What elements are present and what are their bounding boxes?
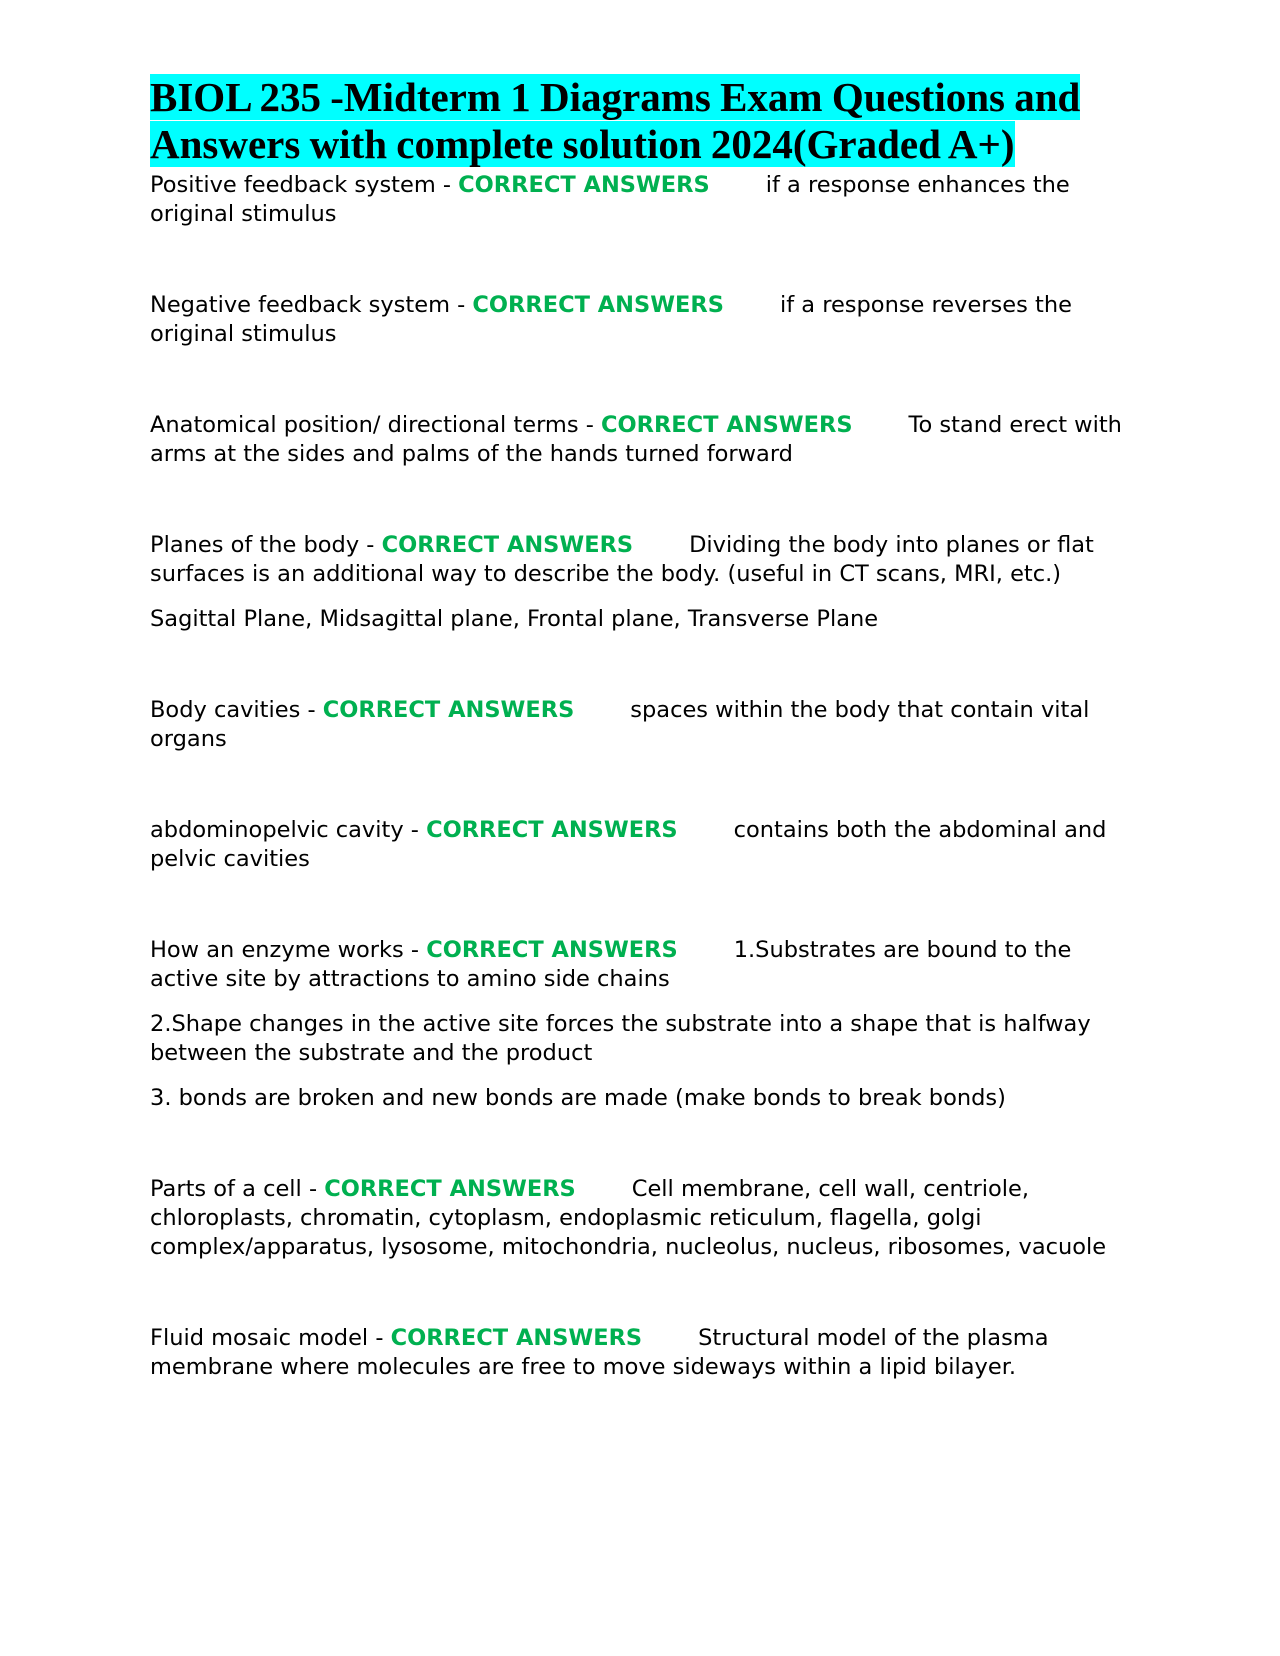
qa-entry <box>150 816 1140 874</box>
correct-answers-label: CORRECT ANSWERS <box>601 412 853 438</box>
qa-line <box>150 696 1140 754</box>
qa-entry <box>150 171 1140 229</box>
correct-answers-label: CORRECT ANSWERS <box>324 1176 576 1202</box>
correct-answers-label: CORRECT ANSWERS <box>426 937 678 963</box>
correct-answers-label: CORRECT ANSWERS <box>458 172 710 198</box>
qa-line <box>150 1324 1140 1382</box>
qa-line <box>150 291 1140 349</box>
qa-line <box>150 1175 1140 1262</box>
term-text: Positive feedback system - <box>150 172 459 198</box>
term-text: abdominopelvic cavity - <box>150 817 427 843</box>
answer-text: if a response reverses the original stimulus <box>150 292 1072 347</box>
qa-list <box>150 171 1140 1382</box>
document-title <box>150 74 1140 168</box>
term-text: Planes of the body - <box>150 532 382 558</box>
qa-line <box>150 531 1140 589</box>
answer-text: if a response enhances the original stimulus <box>150 172 1070 227</box>
title-highlight: BIOL 235 -Midterm 1 Diagrams Exam Questions and Answers with complete solution 2024(Graded A+) <box>150 74 1081 167</box>
qa-entry <box>150 1175 1140 1262</box>
qa-entry <box>150 936 1140 1113</box>
answer-text: To stand erect with arms at the sides and palms of the hands turned forward <box>150 412 1122 467</box>
qa-entry <box>150 696 1140 754</box>
term-text: Anatomical position/ directional terms - <box>150 412 601 438</box>
answer-text: 1.Substrates are bound to the active site by attractions to amino side chains <box>150 937 1072 992</box>
answer-text: Cell membrane, cell wall, centriole, chloroplasts, chromatin, cytoplasm, endoplasmic reticulum, flagella, golgi complex/apparatus, lysosome, mitochondria, nucleolus, nucleus, ribosomes, vacuole <box>150 1176 1107 1260</box>
qa-entry <box>150 1324 1140 1382</box>
answer-continuation: 3. bonds are broken and new bonds are made (make bonds to break bonds) <box>150 1085 1006 1111</box>
term-text: Parts of a cell - <box>150 1176 325 1202</box>
term-text: Negative feedback system - <box>150 292 473 318</box>
answer-text: spaces within the body that contain vital organs <box>150 697 1090 752</box>
correct-answers-label: CORRECT ANSWERS <box>426 817 678 843</box>
answer-continuation: 2.Shape changes in the active site forces the substrate into a shape that is halfway between the substrate and the product <box>150 1011 1091 1066</box>
correct-answers-label: CORRECT ANSWERS <box>381 532 634 558</box>
qa-entry <box>150 531 1140 634</box>
qa-line <box>150 816 1140 874</box>
correct-answers-label: CORRECT ANSWERS <box>322 697 575 723</box>
qa-entry <box>150 411 1140 469</box>
qa-line <box>150 411 1140 469</box>
term-text: Body cavities - <box>150 697 323 723</box>
answer-text: Structural model of the plasma membrane where molecules are free to move sideways within a lipid bilayer. <box>150 1325 1049 1380</box>
answer-text: contains both the abdominal and pelvic cavities <box>150 817 1107 872</box>
correct-answers-label: CORRECT ANSWERS <box>390 1325 643 1351</box>
term-text: How an enzyme works - <box>150 937 427 963</box>
correct-answers-label: CORRECT ANSWERS <box>472 292 724 318</box>
answer-continuation: Sagittal Plane, Midsagittal plane, Frontal plane, Transverse Plane <box>150 606 879 632</box>
term-text: Fluid mosaic model - <box>150 1325 391 1351</box>
qa-entry <box>150 291 1140 349</box>
answer-text: Dividing the body into planes or flat surfaces is an additional way to describe the body. (useful in CT scans, MRI, etc.) <box>150 532 1094 587</box>
qa-line <box>150 936 1140 994</box>
qa-line <box>150 171 1140 229</box>
document-page <box>150 74 1140 1382</box>
